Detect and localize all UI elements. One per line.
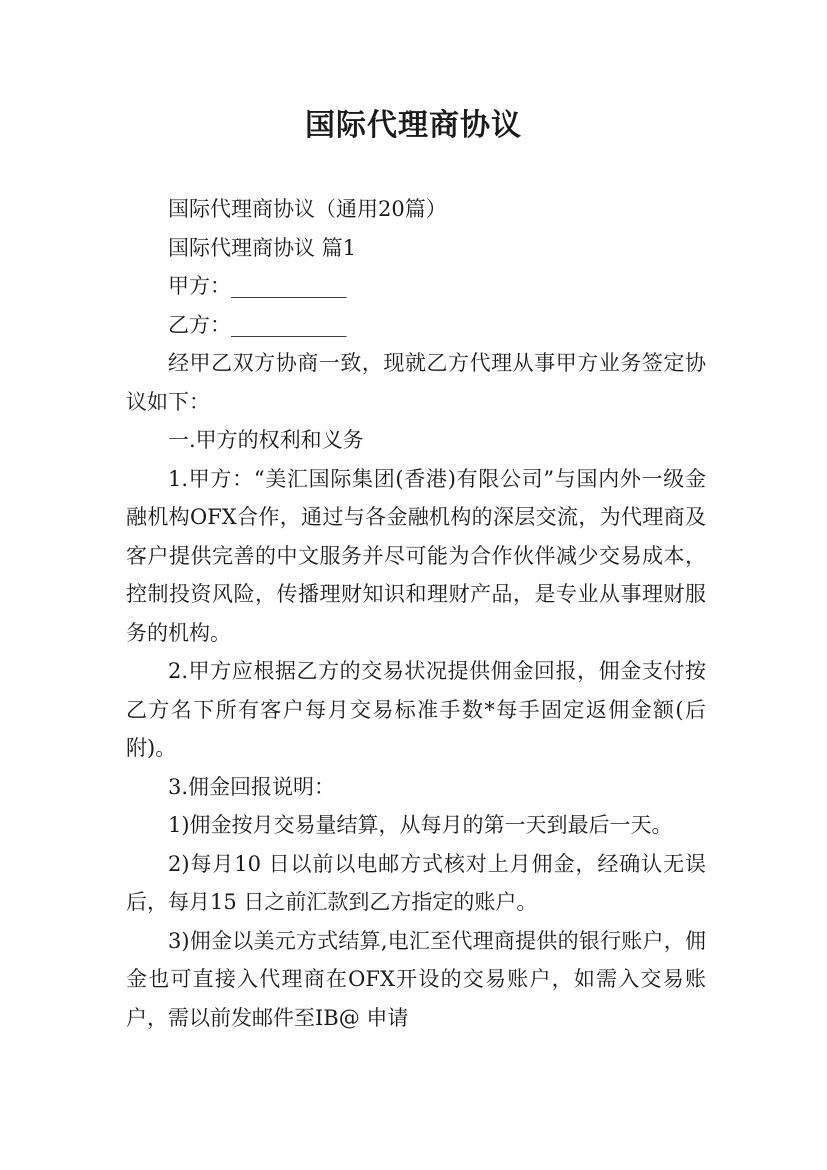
clause-3-heading: 3.佣金回报说明：: [168, 774, 336, 799]
document-title: 国际代理商协议: [305, 108, 522, 143]
clause-heading: 一.甲方的权利和义务: [168, 428, 364, 452]
commission-item-2: 2)每月10 日以前以电邮方式核对上月佣金，经确认无误后，每月15 日之前汇款到乙方指定的账户。: [126, 851, 706, 914]
subtitle-line: 国际代理商协议（通用20篇）: [168, 197, 447, 221]
section-heading: 国际代理商协议 篇1: [168, 235, 357, 260]
party-a-line: 甲方：___________: [168, 274, 347, 298]
commission-item-1: 1)佣金按月交易量结算，从每月的第一天到最后一天。: [168, 813, 673, 837]
intro-paragraph: 经甲乙双方协商一致，现就乙方代理从事甲方业务签定协议如下：: [126, 351, 706, 414]
clause-2-paragraph: 2.甲方应根据乙方的交易状况提供佣金回报，佣金支付按乙方名下所有客户每月交易标准手数*每手固定返佣金额(后附)。: [126, 659, 706, 760]
document-body: [126, 190, 706, 1037]
clause-1-paragraph: 1.甲方：“美汇国际集团(香港)有限公司”与国内外一级金融机构OFX合作，通过与各金融机构的深层交流，为代理商及客户提供完善的中文服务并尽可能为合作伙伴减少交易成本，控制投资风险，传播理财知识和理财产品，是专业从事理财服务的机构。: [126, 466, 706, 645]
commission-item-3: 3)佣金以美元方式结算,电汇至代理商提供的银行账户，佣金也可直接入代理商在OFX开设的交易账户，如需入交易账户，需以前发邮件至IB@ 申请: [126, 928, 706, 1030]
party-b-line: 乙方：___________: [168, 312, 347, 337]
